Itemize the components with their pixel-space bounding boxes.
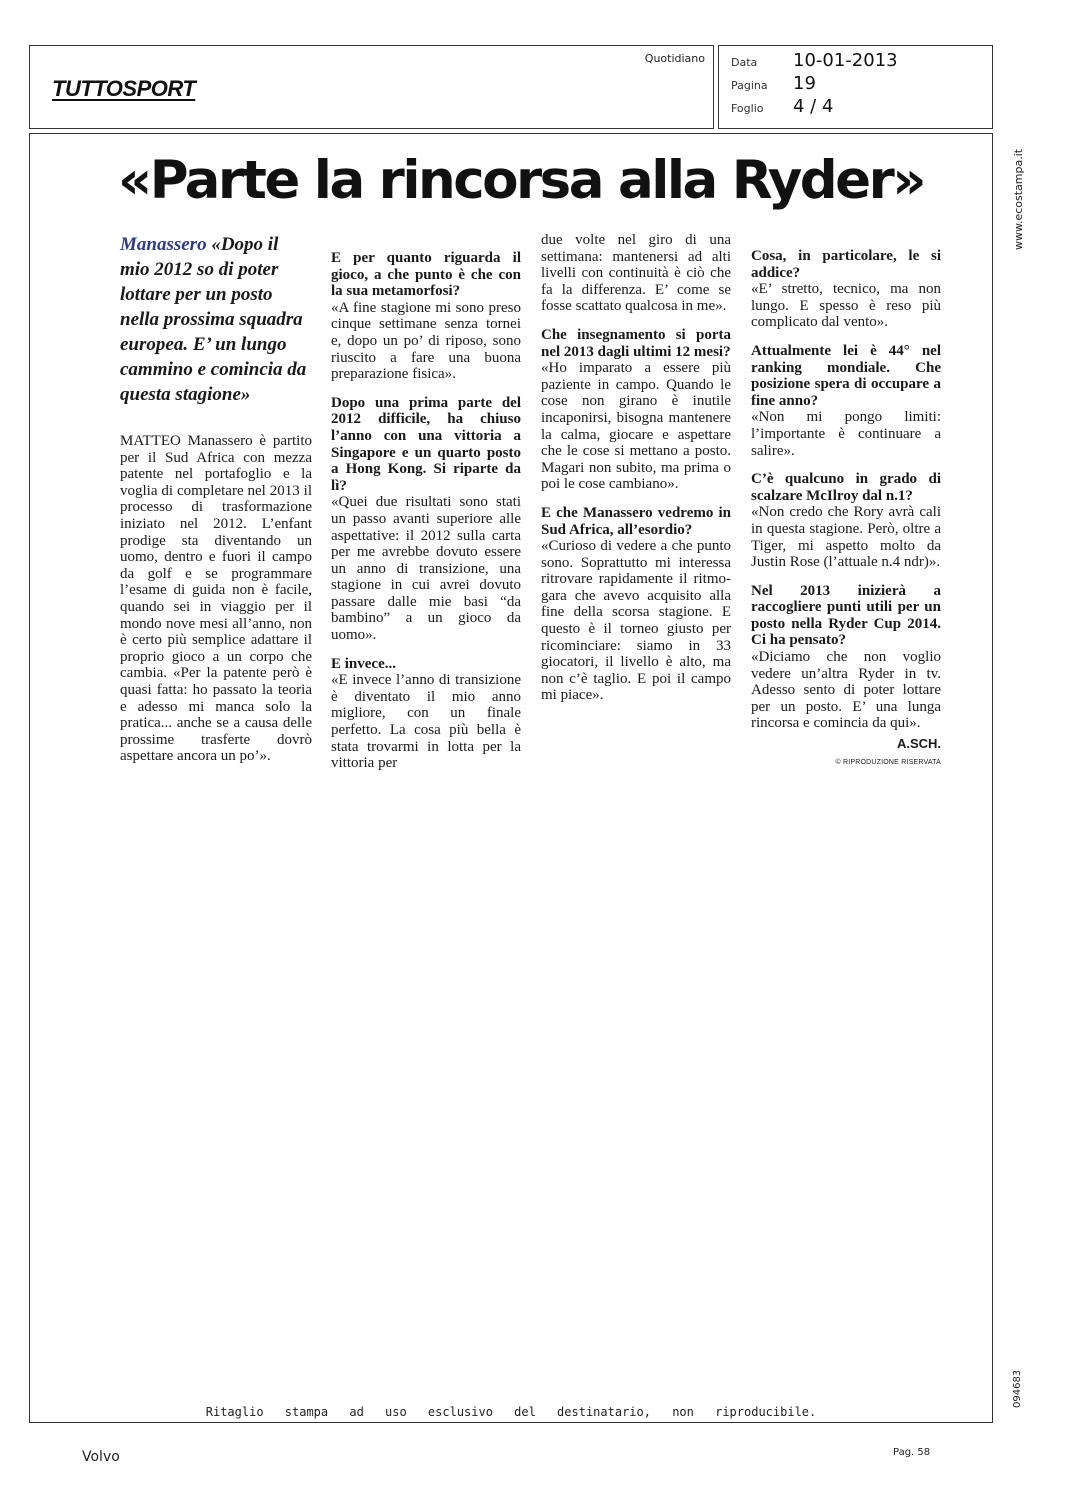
article-column-1: [120, 232, 312, 777]
newspaper-logo: TUTTOSPORT: [52, 76, 196, 101]
meta-date: [731, 50, 898, 71]
qa-block: [331, 656, 521, 772]
meta-value: 19: [793, 73, 816, 94]
answer: «Non credo che Rory avrà cali in questa stagione. Però, oltre a Tiger, mi aspetto molto da Justin Rose (l’attuale n.4 ndr)».: [751, 504, 941, 571]
meta-sheet: [731, 96, 833, 117]
qa-block: [751, 471, 941, 571]
question: E che Manassero vedremo in Sud Africa, all’esordio?: [541, 504, 731, 538]
answer: «E invece l’anno di transizione è diventato il mio anno migliore, con un finale perfetto. La cosa più bella è stata trovarmi in lotta per la vittoria per: [331, 672, 521, 772]
question: Nel 2013 inizierà a raccogliere punti utili per un posto nella Ryder Cup 2014. Ci ha pensato?: [751, 582, 941, 649]
article-headline: «Parte la rincorsa alla Ryder»: [118, 150, 924, 211]
answer: «Non mi pongo limiti: l’importante è continuare a salire».: [751, 409, 941, 459]
qa-block: [541, 505, 731, 704]
answer: «Curioso di vedere a che punto sono. Soprattutto mi interessa ritrovare rapidamente il ritmo-gara che avevo acquisito alla fine della scorsa stagione. E questo è il torneo giusto per ricominciare: siamo in 33 giocatori, il livello è alto, ma non c’è taglio. E poi il campo mi piace».: [541, 538, 731, 704]
article-signature: A.SCH.: [896, 736, 941, 752]
qa-block: [331, 250, 521, 383]
question: Cosa, in particolare, le si addice?: [751, 248, 941, 281]
answer: «E’ stretto, tecnico, ma non lungo. E spesso è reso più complicato dal vento».: [751, 281, 941, 331]
header-meta-box: [718, 45, 993, 129]
article-column-4: [751, 248, 941, 771]
qa-block: [541, 232, 731, 315]
answer: «Ho imparato a essere più paziente in campo. Quando le cose non girano è inutile incaponirsi, bisogna mantenere la calma, giocare e aspettare che le cose si mettano a posto. Magari non subito, ma prima o poi le cose cambiano».: [541, 360, 731, 493]
question: E invece...: [331, 655, 396, 672]
qa-block: [751, 248, 941, 331]
qa-block: [331, 395, 521, 644]
article-column-2: [331, 250, 521, 784]
article-intro: MATTEO Manassero è partito per il Sud Africa con mezza patente nel portafoglio e la voglia di completare nel 2013 il processo di trasformazione iniziato nel 2012. L’enfant prodige sta diventando un uomo, dentro e fuori il campo da golf e se programmare l’esame di guida non è facile, quando sei in viaggio per il mondo nove mesi all’anno, non è certo più semplice adattare il proprio gioco a un corpo che cambia. «Per la patente però è quasi fatta: ho passato la teoria e adesso mi manca solo la pratica... anche se a causa delle prossime trasferte dovrò aspettare ancora un po’».: [120, 433, 312, 765]
answer: due volte nel giro di una settimana: mantenersi ad alti livelli con continuità è ciò che fa la differenza. E’ come se fosse scattato qualcosa in me».: [541, 232, 731, 315]
clipping-disclaimer: Ritaglio stampa ad uso esclusivo del destinatario, non riproducibile.: [205, 1405, 817, 1419]
article-lead: [120, 232, 312, 407]
publication-type: Quotidiano: [644, 52, 705, 65]
question: E per quanto riguarda il gioco, a che punto è che con la sua metamorfosi?: [331, 250, 521, 300]
meta-label: Foglio: [731, 102, 764, 115]
qa-block: [541, 327, 731, 493]
article-column-3: [541, 232, 731, 716]
meta-label: Pagina: [731, 79, 768, 92]
side-url: www.ecostampa.it: [1012, 148, 1025, 250]
qa-block: [751, 343, 941, 459]
meta-page: [731, 73, 816, 94]
page-number: Pag. 58: [893, 1447, 931, 1458]
lead-name: Manassero: [120, 234, 207, 255]
question: C’è qualcuno in grado di scalzare McIlroy dal n.1?: [751, 471, 941, 504]
answer: «A fine stagione mi sono preso cinque settimane senza tornei e, dopo un po’ di riposo, sono riuscito a fare una buona preparazione fisica».: [331, 299, 521, 383]
lead-quote: «Dopo il mio 2012 so di poter lottare per un posto nella prossima squadra europea. E’ un lungo cammino e comincia da questa stagione»: [120, 234, 307, 405]
client-name: Volvo: [82, 1449, 120, 1465]
question: Che insegnamento si porta nel 2013 dagli ultimi 12 mesi?: [541, 326, 731, 360]
side-code: 094683: [1012, 1369, 1023, 1408]
qa-block: [751, 583, 941, 732]
answer: «Quei due risultati sono stati un passo avanti superiore alle aspettative: il 2012 sulla carta per me avrebbe dovuto essere un anno di transizione, una stagione in cui avrei dovuto passare dalle mie basi “da bambino” a un gioco da uomo».: [331, 494, 521, 644]
meta-label: Data: [731, 56, 758, 69]
question: Attualmente lei è 44° nel ranking mondiale. Che posizione spera di occupare a fine anno?: [751, 342, 941, 409]
meta-value: 10-01-2013: [793, 50, 898, 71]
copyright-note: © RIPRODUZIONE RISERVATA: [835, 758, 941, 766]
meta-value: 4 / 4: [793, 96, 834, 117]
answer: «Diciamo che non voglio vedere un’altra Ryder in tv. Adesso sento di poter lottare per un posto. E’ una lunga rincorsa e comincia da qui».: [751, 649, 941, 732]
header-masthead-box: [29, 45, 714, 129]
question: Dopo una prima parte del 2012 difficile, ha chiuso l’anno con una vittoria a Singapore e un quarto posto a Hong Kong. Si riparte da lì?: [331, 394, 521, 494]
